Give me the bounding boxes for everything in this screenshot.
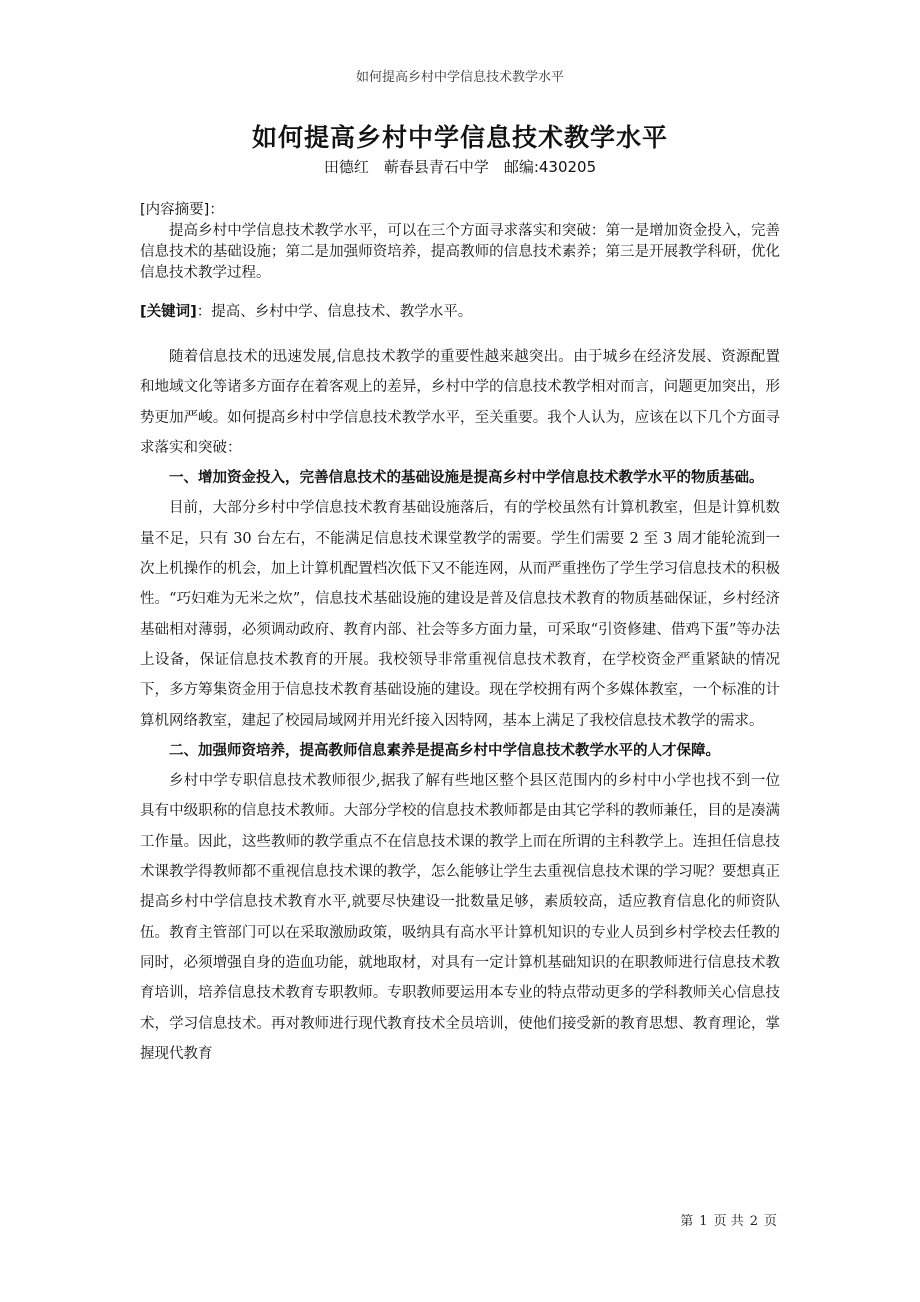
- abstract-label: [内容摘要]：: [140, 202, 224, 218]
- section-heading-1: 一、增加资金投入，完善信息技术的基础设施是提高乡村中学信息技术教学水平的物质基础。: [169, 469, 764, 487]
- footer-prefix: 第: [680, 1214, 694, 1229]
- abstract-section: [140, 200, 780, 284]
- abstract-text: 提高乡村中学信息技术教学水平，可以在三个方面寻求落实和突破：第一是增加资金投入，完善信息技术的基础设施；第二是加强师资培养，提高教师的信息技术素养；第三是开展教学科研，优化信息技术教学过程。: [140, 223, 780, 281]
- page-total: 2: [749, 1214, 758, 1229]
- keywords-label: [关键词]: [140, 304, 197, 320]
- body-text: [140, 342, 780, 1069]
- body-paragraph-intro: 随着信息技术的迅速发展,信息技术教学的重要性越来越突出。由于城乡在经济发展、资源配置和地域文化等诸多方面存在着客观上的差异，乡村中学的信息技术教学相对而言，问题更加突出，形势更加严峻。如何提高乡村中学信息技术教学水平，至关重要。我个人认为，应该在以下几个方面寻求落实和突破：: [140, 349, 780, 456]
- author-byline: 田德红 蕲春县青石中学 邮编:430205: [323, 158, 597, 176]
- running-header: 如何提高乡村中学信息技术教学水平: [355, 70, 564, 85]
- body-paragraph-teachers: 乡村中学专职信息技术教师很少,据我了解有些地区整个县区范围内的乡村中小学也找不到一位具有中级职称的信息技术教师。大部分学校的信息技术教师都是由其它学科的教师兼任，目的是凑满工作量。因此，这些教师的教学重点不在信息技术课的教学上而在所谓的主科教学上。连担任信息技术课教学得教师都不重视信息技术课的教学，怎么能够让学生去重视信息技术课的学习呢？要想真正提高乡村中学信息技术教育水平,就要尽快建设一批数量足够，素质较高，适应教育信息化的师资队伍。教育主管部门可以在采取激励政策，吸纳具有高水平计算机知识的专业人员到乡村学校去任教的同时，必须增强自身的造血功能，就地取材，对具有一定计算机基础知识的在职教师进行信息技术教育培训，培养信息技术教育专职教师。专职教师要运用本专业的特点带动更多的学科教师关心信息技术，学习信息技术。再对教师进行现代教育技术全员培训，使他们接受新的教育思想、教育理论，掌握现代教育: [140, 773, 780, 1062]
- keywords-text: ：提高、乡村中学、信息技术、教学水平。: [196, 304, 473, 320]
- body-paragraph-funding: 目前，大部分乡村中学信息技术教育基础设施落后，有的学校虽然有计算机教室，但是计算机数量不足，只有 30 台左右，不能满足信息技术课堂教学的需要。学生们需要 2 至 3 周才能轮流到一次上机操作的机会，加上计算机配置档次低下又不能连网，从而严重挫伤了学生学习信息技术的积极性。“巧妇难为无米之炊”，信息技术基础设施的建设是普及信息技术教育的物质基础保证，乡村经济基础相对薄弱，必须调动政府、教育内部、社会等多方面力量，可采取“引资修建、借鸡下蛋”等办法上设备，保证信息技术教育的开展。我校领导非常重视信息技术教育，在学校资金严重紧缺的情况下，多方筹集资金用于信息技术教育基础设施的建设。现在学校拥有两个多媒体教室，一个标准的计算机网络教室，建起了校园局域网并用光纤接入因特网，基本上满足了我校信息技术教学的需求。: [140, 500, 780, 729]
- keywords-section: [140, 302, 780, 323]
- page-number: 1: [699, 1214, 708, 1229]
- footer-middle: 页 共: [713, 1214, 744, 1229]
- page-footer: [677, 1210, 780, 1229]
- footer-suffix: 页: [763, 1214, 777, 1229]
- section-heading-2: 二、加强师资培养，提高教师信息素养是提高乡村中学信息技术教学水平的人才保障。: [169, 741, 720, 759]
- document-title: 如何提高乡村中学信息技术教学水平: [251, 123, 668, 152]
